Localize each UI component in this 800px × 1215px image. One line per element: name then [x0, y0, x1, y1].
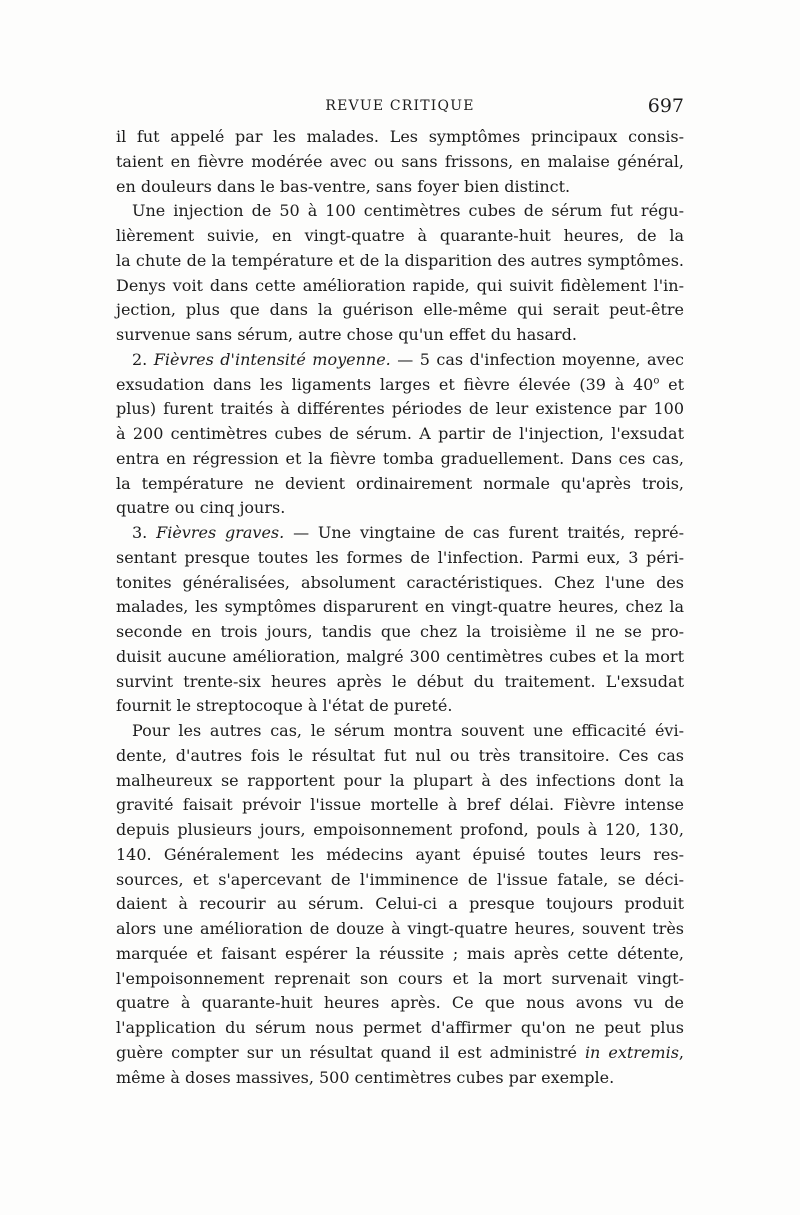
text-line: malheureux se rapportent pour la plupart à des infections dont la: [116, 770, 684, 790]
text-line: exsudation dans les ligaments larges et fièvre élevée (39 à 40$^o$ et: [116, 374, 685, 394]
text-line: sentant presque toutes les formes de l'infection. Parmi eux, 3 péri-: [116, 547, 684, 567]
latin-phrase: in extremis: [584, 1042, 679, 1062]
text-line: à 200 centimètres cubes de sérum. A partir de l'injection, l'exsudat: [116, 424, 684, 443]
section-heading-graves: Fièvres graves.: [156, 523, 285, 542]
text-line: quatre ou cinq jours.: [116, 498, 286, 518]
text-line: quatre à quarante-huit heures après. Ce que nous avons vu de: [116, 993, 684, 1013]
text-line: la chute de la température et de la disparition des autres symptômes.: [116, 250, 684, 270]
text-line: taient en fièvre modérée avec ou sans frissons, en malaise général,: [116, 151, 684, 171]
text-line: dente, d'autres fois le résultat fut nul ou très transitoire. Ces cas: [116, 745, 684, 765]
text-line: entra en régression et la fièvre tomba graduellement. Dans ces cas,: [116, 448, 684, 468]
text-line: 140. Généralement les médecins ayant épuisé toutes leurs res-: [116, 844, 684, 864]
text-line: 3. Fièvres graves. — Une vingtaine de cas furent traités, repré-: [132, 523, 685, 542]
body-text: [116, 125, 684, 1090]
text-line: sources, et s'apercevant de l'imminence de l'issue fatale, se déci-: [116, 869, 684, 889]
running-head: [116, 95, 684, 122]
text-line: jection, plus que dans la guérison elle-même qui serait peut-être: [116, 300, 684, 320]
text-line: survenue sans sérum, autre chose qu'un effet du hasard.: [116, 325, 577, 344]
text-line: daient à recourir au sérum. Celui-ci a presque toujours produit: [116, 894, 684, 914]
text-line: 2. Fièvres d'intensité moyenne. — 5 cas d'infection moyenne, avec: [132, 349, 684, 369]
text-line: Une injection de 50 à 100 centimètres cubes de sérum fut régu-: [132, 201, 684, 221]
text-line: l'empoisonnement reprenait son cours et la mort survenait vingt-: [116, 968, 684, 988]
text-line: malades, les symptômes disparurent en vingt-quatre heures, chez la: [116, 597, 684, 617]
text-line: Denys voit dans cette amélioration rapide, qui suivit fidèlement l'in-: [116, 275, 684, 295]
text-line: survint trente-six heures après le début du traitement. L'exsudat: [116, 671, 684, 691]
text-line: tonites généralisées, absolument caractéristiques. Chez l'une des: [116, 572, 684, 592]
text-line: Pour les autres cas, le sérum montra souvent une efficacité évi-: [132, 721, 684, 740]
text-line: marquée et faisant espérer la réussite ; mais après cette détente,: [116, 943, 684, 963]
text-line: gravité faisait prévoir l'issue mortelle à bref délai. Fièvre intense: [116, 795, 684, 815]
degree-superscript: o: [653, 375, 660, 387]
text-line: duisit aucune amélioration, malgré 300 centimètres cubes et la mort: [116, 646, 684, 666]
running-title: REVUE CRITIQUE: [325, 98, 475, 114]
text-line: l'application du sérum nous permet d'affirmer qu'on ne peut plus: [116, 1018, 684, 1037]
page-number: 697: [647, 95, 684, 117]
text-line: lièrement suivie, en vingt-quatre à quarante-huit heures, de la: [116, 226, 684, 245]
text-line: même à doses massives, 500 centimètres cubes par exemple.: [116, 1067, 615, 1087]
text-line: alors une amélioration de douze à vingt-quatre heures, souvent très: [116, 919, 684, 938]
text-line: en douleurs dans le bas-ventre, sans foyer bien distinct.: [116, 176, 571, 196]
text-line: il fut appelé par les malades. Les symptômes principaux consis-: [116, 127, 684, 146]
text-line: la température ne devient ordinairement normale qu'après trois,: [116, 473, 684, 493]
text-line: seconde en trois jours, tandis que chez la troisième il ne se pro-: [116, 622, 684, 641]
text-line: plus) furent traités à différentes périodes de leur existence par 100: [116, 399, 684, 419]
text-line: fournit le streptocoque à l'état de pureté.: [116, 696, 453, 716]
text-line: guère compter sur un résultat quand il est administré in extremis,: [116, 1042, 685, 1062]
section-heading-moyenne: Fièvres d'intensité moyenne.: [153, 349, 391, 369]
text-line: depuis plusieurs jours, empoisonnement profond, pouls à 120, 130,: [116, 820, 684, 839]
